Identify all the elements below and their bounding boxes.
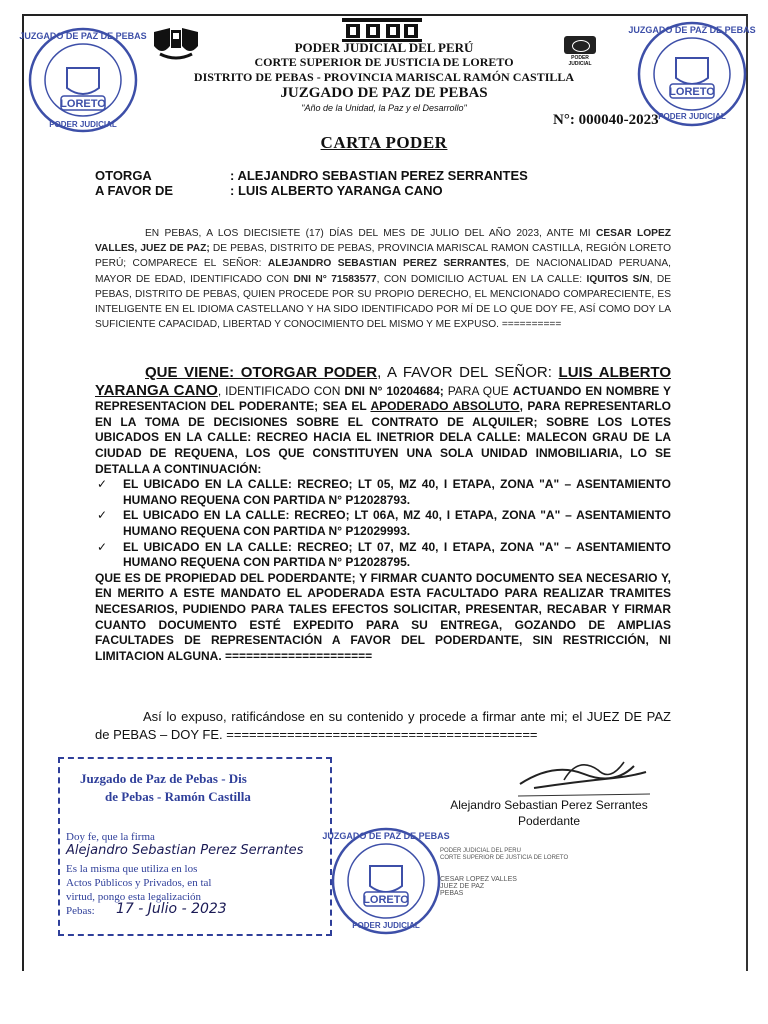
check-icon: ✓ — [97, 477, 108, 492]
grant-heading: QUE VIENE: OTORGAR PODER — [145, 364, 378, 381]
header-line2: CORTE SUPERIOR DE JUSTICIA DE LORETO — [254, 55, 514, 69]
judge-stamp — [440, 848, 590, 897]
document-number: N°: 000040-2023 — [553, 112, 659, 128]
party-row — [95, 168, 528, 183]
power-body — [95, 364, 671, 664]
body-text: , A FAVOR DEL SEÑOR: — [377, 364, 559, 381]
judge-stamp-line: CORTE SUPERIOR DE JUSTICIA DE LORETO — [440, 855, 569, 861]
body-text: , PARA REPRESENTARLO EN LA TOMA DE DECISIONES SOBRE EL CONTRATO DE ALQUILER; SOBRE LOS LOTES UBICADOS EN LA CALLE: RECREO HACIA EL INETRIOR DELA CALLE: MALECON GRAU DE LA CIUDAD DE REQUENA, LOS QUE CONSTITUYEN UNA SOLA UNIDAD INMOBILIARIA, LO SE DETALLA A CONTINUACIÓN: — [95, 399, 671, 476]
stamp-line: Juzgado de Paz de Pebas - Dis — [80, 771, 247, 786]
letterhead — [0, 40, 768, 116]
party-value: : LUIS ALBERTO YARANGA CANO — [230, 183, 443, 198]
closing-paragraph — [95, 708, 671, 744]
list-item — [95, 508, 671, 539]
seal-right-top: JUZGADO DE PAZ DE PEBAS — [628, 25, 756, 35]
attorney-name: LUIS ALBERTO YARANGA CANO — [95, 364, 671, 399]
stamp-line: virtud, pongo esta legalización — [66, 891, 202, 903]
seal-bottom-top: JUZGADO DE PAZ DE PEBAS — [322, 831, 450, 841]
grantor-dni: DNI N° 71583577 — [293, 273, 377, 285]
body-text: QUE ES DE PROPIEDAD DEL PODERDANTE; Y FIRMAR CUANTO DOCUMENTO SEA NECESARIO Y, EN MERITO A ESTE MANDATO EL APODERADA ESTA FACULTADO PARA REALIZAR TRAMITES NECESARIOS, PUDIENDO PARA TALES EFECTOS SOLICITAR, PRESENTAR, RECABAR Y FIRMAR CUANTO DOCUMENTO ESTÉ EXPEDITO PARA SU ENTREGA, GOZANDO DE AMPLIAS FACULTADES DE REPRESENTACIÓN A FAVOR DEL PODERDANTE, SIN RESTRICCIÓN, NI LIMITACION ALGUNA. ===================== — [95, 570, 671, 663]
stamp-line: Pebas: — [66, 905, 95, 917]
intro-text: DE PEBAS, DISTRITO DE PEBAS, PROVINCIA MARISCAL RAMON CASTILLA, REGIÓN LORETO PERÚ; COMPARECE EL SEÑOR: — [95, 243, 671, 270]
judge-stamp-line: CESAR LOPEZ VALLES — [440, 876, 517, 883]
party-row — [95, 183, 528, 198]
logo-caption: PODER JUDICIAL — [568, 55, 592, 67]
court-seal-bottom — [322, 826, 450, 936]
property-text: EL UBICADO EN LA CALLE: RECREO; LT 07, MZ 40, I ETAPA, ZONA "A" – ASENTAMIENTO HUMANO REQUENA CON PARTIDA N° P12028795. — [123, 539, 671, 570]
signature-drawing — [514, 752, 654, 802]
intro-text: , DE NACIONALIDAD PERUANA, MAYOR DE EDAD, IDENTIFICADO CON — [95, 258, 671, 285]
header-line1: PODER JUDICIAL DEL PERÚ — [294, 40, 474, 55]
party-value: : ALEJANDRO SEBASTIAN PEREZ SERRANTES — [230, 168, 528, 183]
handwritten-date: 17 - Julio - 2023 — [116, 901, 227, 917]
parties-block — [95, 168, 528, 198]
apoderado-term: APODERADO ABSOLUTO — [370, 399, 520, 414]
judge-stamp-line: JUEZ DE PAZ — [440, 883, 485, 890]
stamp-line: de Pebas - Ramón Castilla — [105, 789, 251, 804]
header-motto: "Año de la Unidad, la Paz y el Desarrollo" — [301, 103, 467, 113]
stamp-line: Actos Públicos y Privados, en tal — [66, 877, 212, 889]
body-text: , IDENTIFICADO CON — [217, 383, 345, 398]
stamp-line: Doy fe, que la firma — [66, 831, 155, 843]
seal-right-center: LORETO — [669, 86, 715, 98]
closing-text: Así lo expuso, ratificándose en su contenido y procede a firmar ante mi; el JUEZ DE PAZ de PEBAS – DOY FE. ========================================= — [95, 709, 671, 742]
seal-right-bottom: PODER JUDICIAL — [658, 112, 726, 121]
attorney-dni: DNI N° 10204684; — [344, 383, 444, 398]
handwritten-name: Alejandro Sebastian Perez Serrantes — [66, 843, 304, 858]
seal-left-bottom: PODER JUDICIAL — [49, 120, 117, 129]
seal-bottom-bottom: PODER JUDICIAL — [352, 921, 420, 930]
header-line3: DISTRITO DE PEBAS - PROVINCIA MARISCAL RAMÓN CASTILLA — [193, 70, 575, 84]
property-list — [95, 477, 671, 571]
intro-text: , DE PEBAS, DISTRITO DE PEBAS, QUIEN PROCEDE POR SU PROPIO DERECHO, EL MENCIONADO COMPARECIENTE, ES INTELIGENTE EN EL IDIOMA CASTELLANO Y HA SIDO IDENTIFICADO POR MÍ DE LO QUE DOY FE, ASÍ COMO DOY LA SUFICIENTE CAPACIDAD, LIBERTAD Y CONOCIMIENTO DEL MISMO Y ME EXPUSO. ========== — [95, 273, 671, 331]
judge-name: CESAR LOPEZ VALLES, JUEZ DE PAZ; — [95, 228, 671, 255]
grantor-address: IQUITOS S/N — [586, 273, 650, 285]
check-icon: ✓ — [97, 508, 108, 523]
stamp-line: Es la misma que utiliza en los — [66, 863, 198, 875]
judicial-building-logo — [342, 18, 422, 42]
signer-role: Poderdante — [517, 814, 581, 828]
party-label: OTORGA — [95, 168, 152, 183]
seal-left-top: JUZGADO DE PAZ DE PEBAS — [19, 31, 147, 41]
judge-stamp-line: PEBAS — [440, 890, 464, 897]
body-text: PARA QUE — [443, 383, 513, 398]
intro-text: EN PEBAS, A LOS DIECISIETE (17) DÍAS DEL MES DE JULIO DEL AÑO 2023, ANTE MI — [145, 228, 596, 239]
document-title: CARTA PODER — [320, 133, 448, 152]
signer-block — [424, 797, 674, 829]
seal-bottom-center: LORETO — [363, 894, 409, 906]
list-item — [95, 540, 671, 571]
intro-text: , CON DOMICILIO ACTUAL EN LA CALLE: — [376, 273, 587, 285]
list-item — [95, 477, 671, 508]
seal-left-center: LORETO — [60, 98, 106, 110]
intro-paragraph — [95, 226, 671, 332]
check-icon: ✓ — [97, 539, 108, 554]
judge-stamp-line: PODER JUDICIAL DEL PERU — [440, 848, 521, 854]
header-line4: JUZGADO DE PAZ DE PEBAS — [280, 85, 488, 101]
property-text: EL UBICADO EN LA CALLE: RECREO; LT 06A, MZ 40, I ETAPA, ZONA "A" – ASENTAMIENTO HUMANO REQUENA CON PARTIDA N° P12029993. — [123, 508, 671, 538]
party-label: A FAVOR DE — [95, 183, 174, 198]
property-text: EL UBICADO EN LA CALLE: RECREO; LT 05, MZ 40, I ETAPA, ZONA "A" – ASENTAMIENTO HUMANO REQUENA CON PARTIDA N° P12028793. — [123, 477, 671, 507]
grantor-name: ALEJANDRO SEBASTIAN PEREZ SERRANTES — [267, 258, 507, 270]
body-text: ACTUANDO EN NOMBRE Y REPRESENTACION DEL PODERANTE; SEA EL — [95, 383, 671, 414]
legalization-stamp — [58, 757, 332, 936]
signer-name: Alejandro Sebastian Perez Serrantes — [450, 798, 648, 812]
